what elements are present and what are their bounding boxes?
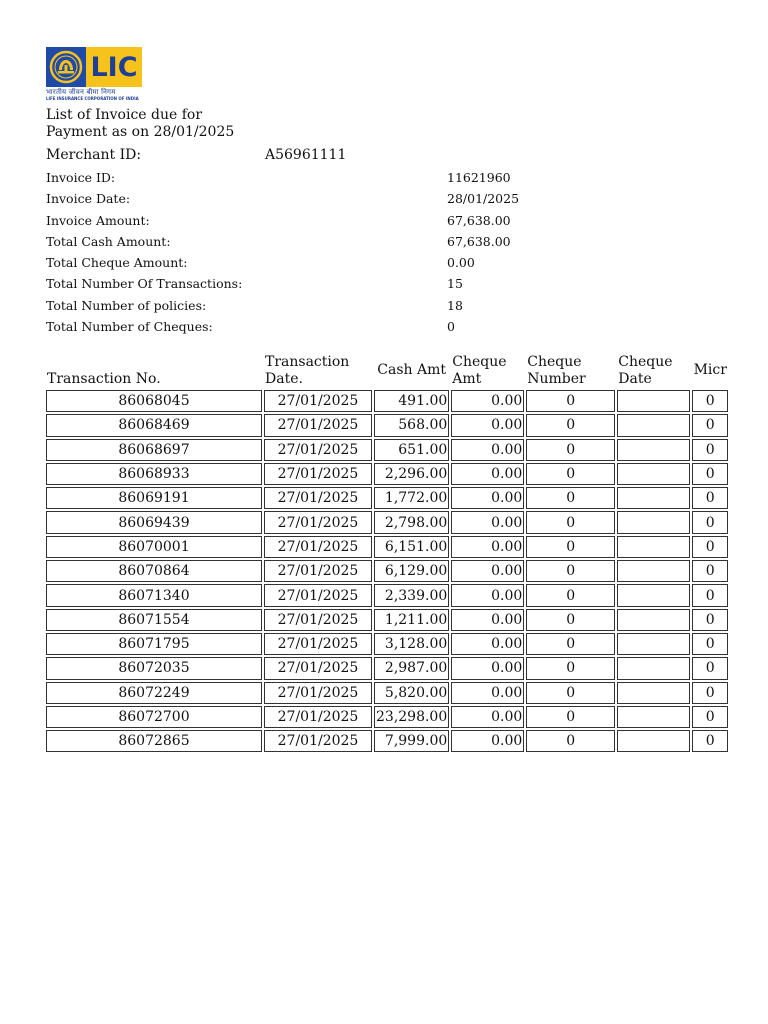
transactions-table — [44, 339, 730, 754]
merchant-id-value: A56961111 — [265, 147, 347, 163]
table-row — [46, 439, 728, 461]
cell-cheque-amt: 0.00 — [451, 730, 524, 752]
cell-transaction-date: 27/01/2025 — [264, 657, 372, 679]
cell-transaction-no: 86068469 — [46, 414, 262, 436]
cell-micr: 0 — [692, 730, 728, 752]
cell-micr: 0 — [692, 633, 728, 655]
cell-transaction-no: 86071795 — [46, 633, 262, 655]
header-text: Date — [618, 371, 652, 387]
total-cheques-row — [46, 317, 726, 338]
cell-cheque-amt: 0.00 — [451, 706, 524, 728]
cell-transaction-date: 27/01/2025 — [264, 414, 372, 436]
total-policies-row — [46, 296, 726, 317]
summary-label: Total Cash Amount: — [46, 233, 171, 249]
table-row — [46, 682, 728, 704]
table-row — [46, 706, 728, 728]
header-text: Amt — [452, 371, 482, 387]
cell-transaction-no: 86072035 — [46, 657, 262, 679]
summary-label: Total Number of Cheques: — [46, 319, 213, 335]
cell-transaction-date: 27/01/2025 — [264, 390, 372, 412]
header-cash-amt: Cash Amt — [377, 362, 446, 378]
cell-transaction-date: 27/01/2025 — [264, 560, 372, 582]
cell-transaction-date: 27/01/2025 — [264, 730, 372, 752]
cell-micr: 0 — [692, 390, 728, 412]
cell-cheque-date — [617, 560, 690, 582]
cell-transaction-no: 86069439 — [46, 511, 262, 533]
summary-value: 18 — [447, 297, 463, 313]
cell-cash-amt: 7,999.00 — [374, 730, 449, 752]
cell-transaction-no: 86068697 — [46, 439, 262, 461]
cell-cash-amt: 6,151.00 — [374, 536, 449, 558]
cell-cash-amt: 1,211.00 — [374, 609, 449, 631]
summary-value: 28/01/2025 — [447, 191, 520, 207]
cell-cash-amt: 2,987.00 — [374, 657, 449, 679]
cell-cheque-date — [617, 657, 690, 679]
header-text: Date. — [265, 371, 303, 387]
cell-cheque-amt: 0.00 — [451, 390, 524, 412]
cell-cheque-number: 0 — [526, 609, 615, 631]
cell-cash-amt: 2,339.00 — [374, 584, 449, 606]
summary-label: Total Cheque Amount: — [46, 255, 188, 271]
cell-cheque-date — [617, 609, 690, 631]
table-header-row — [46, 341, 728, 388]
merchant-id-label: Merchant ID: — [46, 147, 142, 163]
cell-micr: 0 — [692, 657, 728, 679]
header-cheque-date — [617, 341, 690, 388]
cell-cheque-date — [617, 439, 690, 461]
cell-cheque-date — [617, 730, 690, 752]
summary-label: Invoice Date: — [46, 191, 131, 207]
table-row — [46, 511, 728, 533]
cell-cash-amt: 568.00 — [374, 414, 449, 436]
cell-transaction-no: 86071554 — [46, 609, 262, 631]
cell-cheque-number: 0 — [526, 560, 615, 582]
cell-cash-amt: 1,772.00 — [374, 487, 449, 509]
transactions-body — [46, 390, 728, 752]
cell-transaction-date: 27/01/2025 — [264, 463, 372, 485]
table-row — [46, 730, 728, 752]
cell-micr: 0 — [692, 414, 728, 436]
cell-cheque-number: 0 — [526, 706, 615, 728]
table-row — [46, 536, 728, 558]
cell-micr: 0 — [692, 682, 728, 704]
lic-emblem-icon — [46, 47, 86, 87]
header-text: Cheque — [527, 354, 582, 370]
cell-cheque-date — [617, 487, 690, 509]
cell-transaction-date: 27/01/2025 — [264, 439, 372, 461]
cell-micr: 0 — [692, 706, 728, 728]
summary-label: Total Number of policies: — [46, 297, 207, 313]
cell-cheque-number: 0 — [526, 536, 615, 558]
cell-cheque-number: 0 — [526, 682, 615, 704]
cell-transaction-date: 27/01/2025 — [264, 536, 372, 558]
logo-english-text: LIFE INSURANCE CORPORATION OF INDIA — [46, 96, 139, 101]
logo-hindi-text: भारतीय जीवन बीमा निगम — [46, 88, 116, 96]
summary-value: 67,638.00 — [447, 233, 511, 249]
cell-transaction-no: 86068933 — [46, 463, 262, 485]
header-text: Cheque — [618, 354, 673, 370]
cell-cheque-amt: 0.00 — [451, 463, 524, 485]
cell-cheque-amt: 0.00 — [451, 536, 524, 558]
total-transactions-row — [46, 274, 726, 295]
cell-micr: 0 — [692, 609, 728, 631]
cell-cheque-number: 0 — [526, 439, 615, 461]
summary-label: Invoice Amount: — [46, 212, 150, 228]
cell-transaction-date: 27/01/2025 — [264, 511, 372, 533]
invoice-amount-row — [46, 211, 726, 232]
cell-micr: 0 — [692, 584, 728, 606]
table-row — [46, 657, 728, 679]
cell-transaction-no: 86071340 — [46, 584, 262, 606]
cell-cheque-date — [617, 536, 690, 558]
table-row — [46, 487, 728, 509]
invoice-date-row — [46, 189, 726, 210]
cell-transaction-no: 86070001 — [46, 536, 262, 558]
cell-cheque-number: 0 — [526, 730, 615, 752]
cell-cash-amt: 23,298.00 — [374, 706, 449, 728]
cell-cheque-date — [617, 511, 690, 533]
cell-cash-amt: 651.00 — [374, 439, 449, 461]
cell-cheque-date — [617, 682, 690, 704]
header-transaction-no: Transaction No. — [47, 371, 161, 387]
header-text: Cheque — [452, 354, 507, 370]
cell-micr: 0 — [692, 463, 728, 485]
cell-cheque-amt: 0.00 — [451, 560, 524, 582]
cell-cheque-number: 0 — [526, 390, 615, 412]
table-row — [46, 414, 728, 436]
cell-transaction-no: 86072700 — [46, 706, 262, 728]
invoice-id-row — [46, 168, 726, 189]
title-line-2: Payment as on 28/01/2025 — [46, 124, 235, 140]
summary-label: Total Number Of Transactions: — [46, 276, 243, 292]
cell-cheque-date — [617, 584, 690, 606]
cell-cheque-amt: 0.00 — [451, 487, 524, 509]
cell-transaction-date: 27/01/2025 — [264, 487, 372, 509]
cell-micr: 0 — [692, 487, 728, 509]
table-row — [46, 390, 728, 412]
cell-cheque-amt: 0.00 — [451, 439, 524, 461]
cell-transaction-date: 27/01/2025 — [264, 609, 372, 631]
cell-transaction-date: 27/01/2025 — [264, 682, 372, 704]
cell-cheque-date — [617, 390, 690, 412]
logo-wordmark: LIC — [86, 47, 142, 87]
cell-cheque-number: 0 — [526, 584, 615, 606]
cell-cheque-amt: 0.00 — [451, 584, 524, 606]
cell-cheque-date — [617, 633, 690, 655]
cell-transaction-no: 86069191 — [46, 487, 262, 509]
cell-transaction-date: 27/01/2025 — [264, 584, 372, 606]
cell-cheque-number: 0 — [526, 414, 615, 436]
cell-cheque-date — [617, 706, 690, 728]
cell-micr: 0 — [692, 511, 728, 533]
summary-value: 0 — [447, 319, 455, 335]
cell-cheque-number: 0 — [526, 657, 615, 679]
cell-transaction-no: 86070864 — [46, 560, 262, 582]
table-row — [46, 609, 728, 631]
summary-value: 67,638.00 — [447, 212, 511, 228]
cell-cash-amt: 2,798.00 — [374, 511, 449, 533]
cell-micr: 0 — [692, 560, 728, 582]
cell-cash-amt: 5,820.00 — [374, 682, 449, 704]
page-title — [46, 107, 346, 141]
cell-cheque-amt: 0.00 — [451, 657, 524, 679]
summary-value: 11621960 — [447, 170, 511, 185]
cell-cheque-number: 0 — [526, 633, 615, 655]
lic-logo — [46, 47, 142, 101]
header-cheque-amt — [451, 341, 524, 388]
cell-cheque-amt: 0.00 — [451, 609, 524, 631]
cell-transaction-no: 86072865 — [46, 730, 262, 752]
cell-cheque-amt: 0.00 — [451, 414, 524, 436]
header-text: Transaction — [265, 354, 350, 370]
cell-cash-amt: 3,128.00 — [374, 633, 449, 655]
cell-cash-amt: 2,296.00 — [374, 463, 449, 485]
header-micr: Micr — [693, 362, 727, 378]
table-row — [46, 633, 728, 655]
cell-cash-amt: 6,129.00 — [374, 560, 449, 582]
cell-cheque-number: 0 — [526, 487, 615, 509]
cell-cheque-date — [617, 463, 690, 485]
cell-cheque-date — [617, 414, 690, 436]
cell-transaction-no: 86072249 — [46, 682, 262, 704]
total-cash-row — [46, 232, 726, 253]
cell-cheque-number: 0 — [526, 511, 615, 533]
cell-cheque-amt: 0.00 — [451, 633, 524, 655]
cell-transaction-date: 27/01/2025 — [264, 706, 372, 728]
table-row — [46, 463, 728, 485]
cell-cheque-amt: 0.00 — [451, 682, 524, 704]
header-transaction-date — [264, 341, 372, 388]
summary-label: Invoice ID: — [46, 170, 116, 185]
total-cheque-row — [46, 253, 726, 274]
cell-cheque-amt: 0.00 — [451, 511, 524, 533]
cell-cash-amt: 491.00 — [374, 390, 449, 412]
table-row — [46, 584, 728, 606]
summary-value: 0.00 — [447, 255, 475, 271]
cell-micr: 0 — [692, 536, 728, 558]
title-line-1: List of Invoice due for — [46, 107, 203, 123]
invoice-summary — [46, 168, 726, 338]
cell-transaction-no: 86068045 — [46, 390, 262, 412]
cell-micr: 0 — [692, 439, 728, 461]
cell-transaction-date: 27/01/2025 — [264, 633, 372, 655]
header-cheque-number — [526, 341, 615, 388]
cell-cheque-number: 0 — [526, 463, 615, 485]
summary-value: 15 — [447, 276, 463, 292]
header-text: Number — [527, 371, 586, 387]
table-row — [46, 560, 728, 582]
